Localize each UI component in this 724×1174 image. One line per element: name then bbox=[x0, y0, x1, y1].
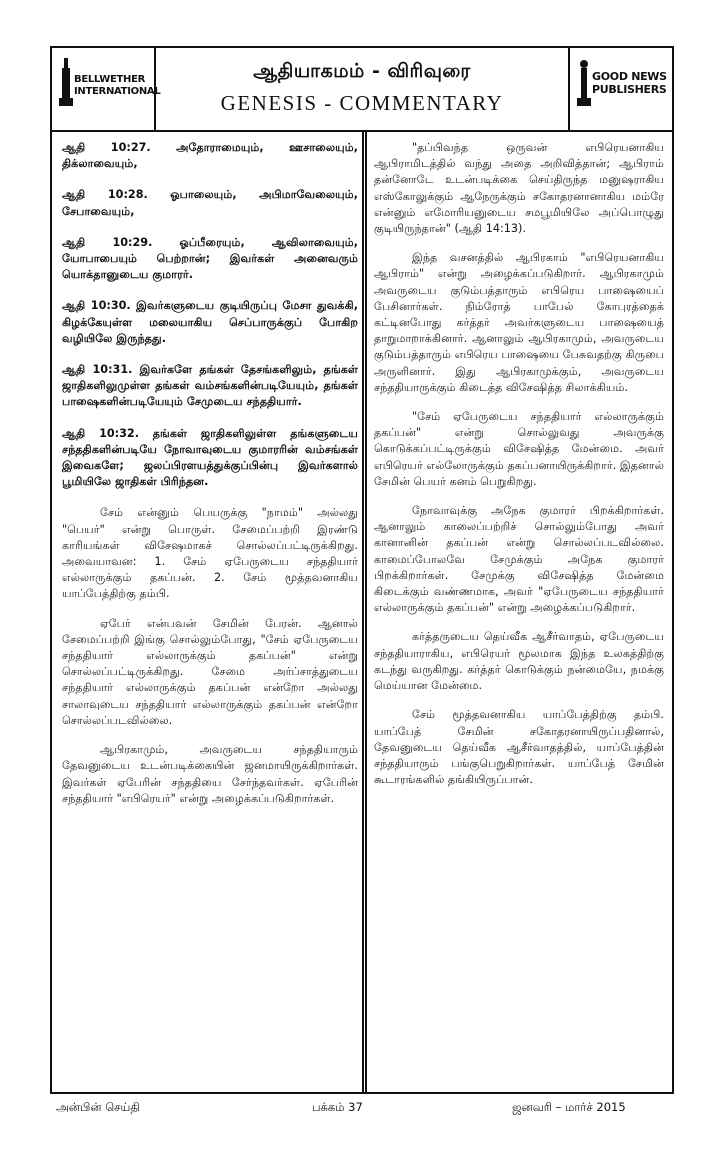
lamp-icon bbox=[576, 58, 592, 110]
column-divider bbox=[362, 132, 367, 1092]
header bbox=[52, 48, 672, 132]
footer-issue-date: ஜனவரி – மார்ச் 2015 bbox=[512, 1100, 626, 1114]
verse-10-27: ஆதி 10:27. அதோராமையும், ஊசாலையும், திக்லாவையும், bbox=[62, 141, 358, 171]
left-logo-text: BELLWETHER INTERNATIONAL bbox=[74, 74, 161, 97]
tower-icon bbox=[58, 58, 74, 108]
footer bbox=[56, 1100, 656, 1120]
verse-10-29: ஆதி 10:29. ஓப்பீரையும், ஆவிலாவையும், யோபாபையும் பெற்றான்; இவர்கள் அனைவரும் யொக்தானுடைய குமாரர். bbox=[62, 235, 358, 282]
verse-10-31: ஆதி 10:31. இவர்களே தங்கள் தேசங்களிலும், தங்கள் ஜாதிகளிலுமுள்ள தங்கள் வம்சங்களின்படியேயும், தங்கள் பாஷைகளின்படியேயும் சேமுடைய சந்ததியார். bbox=[62, 363, 358, 409]
right-logo-text: GOOD NEWS PUBLISHERS bbox=[592, 70, 667, 96]
commentary-paragraph: ஆபிரகாமும், அவருடைய சந்ததியாரும் தேவனுடைய உடன்படிக்கையின் ஜனமாயிருக்கிறார்கள். இவர்கள் ஏபேரின் சந்ததியை சேர்ந்தவர்கள். ஏபேரின் சந்ததியார் "எபிரெயர்" என்று அழைக்கப்படுகிறார்கள். bbox=[62, 743, 358, 805]
verse-10-32: ஆதி 10:32. தங்கள் ஜாதிகளிலுள்ள தங்களுடைய சந்ததிகளின்படியே நோவாவுடைய குமாரரின் வம்சங்கள் இவைகளே; ஜலப்பிரளயத்துக்குப்பின்பு இவர்களால் பூமியிலே ஜாதிகள் பிரிந்தன. bbox=[62, 426, 358, 489]
commentary-paragraph: "சேம் ஏபேருடைய சந்ததியார் எல்லாருக்கும் தகப்பன்" என்று சொல்லுவது அவருக்கு கொடுக்கப்பட்டிருக்கும் விசேஷித்த மேன்மை. அவர் எபிரெயர் எல்லோருக்கும் தகப்பனாயிருக்கிறார். இதனால் சேமின் பெயர் கனம் பெறுகிறது. bbox=[374, 410, 664, 488]
title-tamil: ஆதியாகமம் - விரிவுரை bbox=[253, 60, 471, 82]
commentary-paragraph: நோவாவுக்கு அநேக குமாரர் பிறக்கிறார்கள். ஆனாலும் காலைப்பற்றிச் சொல்லும்போது அவர் கானானின் தகப்பன் என்று சொல்லப்படவில்லை. காமைப்போலவே சேமுக்கும் அநேக குமாரர் பிறக்கிறார்கள். சேமுக்கு விசேஷித்த மேன்மை கிடைக்கும் வண்ணமாக, அவர் "ஏபேருடைய சந்ததியார் எல்லாருக்கும் தகப்பன்" என்று அழைக்கப்படுகிறார். bbox=[374, 504, 664, 615]
bellwether-logo bbox=[52, 48, 161, 130]
commentary-paragraph: இந்த வசனத்தில் ஆபிரகாம் "எபிரெயனாகிய ஆபிராம்" என்று அழைக்கப்படுகிறார். ஆபிரகாமும் அவருடைய குடும்பத்தாரும் எபிரெய பாஷையைப் பேசினார்கள். நிம்ரோத் பாபேல் கோபுரத்தைக் கட்டினபோது கர்த்தர் அவர்களுடைய பாஷையைத் தாறுமாறாக்கினார். ஆனாலும் ஆபிரகாமும், அவருடைய குடும்பத்தாரும் எபிரெய பாஷையை பேசுவதற்கு கிருபை அருளினார். இது ஆபிரகாமுக்கும், அவருடைய சந்ததியாருக்கும் கிடைத்த விசேஷித்த சிலாக்கியம். bbox=[374, 251, 664, 394]
verse-10-28: ஆதி 10:28. ஓபாலையும், அபிமாவேலையும், சேபாவையும், bbox=[62, 188, 358, 218]
commentary-paragraph: "தப்பிவந்த ஒருவன் எபிரெயனாகிய ஆபிராமிடத்தில் வந்து அதை அறிவித்தான்; ஆபிராம் தன்னோடே உடன்படிக்கை செய்திருந்த மனுஷராகிய எஸ்கோலுக்கும் ஆநேருக்கும் சகோதரனானாகிய மம்ரே என்னும் எமோரியனுடைய சமபூமியிலே அப்பொழுது குடியிருந்தான்" (ஆதி 14:13). bbox=[374, 141, 664, 236]
good-news-logo bbox=[568, 48, 672, 130]
left-column bbox=[62, 140, 358, 820]
commentary-paragraph: கர்த்தருடைய தெய்வீக ஆசீர்வாதம், ஏபேருடைய சந்ததியாராகிய, எபிரெயர் மூலமாக இந்த உலகத்திற்கு கடந்து வருகிறது. கர்த்தர் கொடுக்கும் நன்மையே, நமக்கு மெய்யான மேன்மை. bbox=[374, 630, 664, 693]
footer-magazine-name: அன்பின் செய்தி bbox=[56, 1100, 140, 1114]
title-box bbox=[156, 48, 568, 130]
footer-page-number: பக்கம் 37 bbox=[312, 1100, 363, 1114]
commentary-paragraph: ஏபேர் என்பவன் சேமின் பேரன். ஆனால் சேமைப்பற்றி இங்கு சொல்லும்போது, "சேம் ஏபேருடைய சந்ததியார் எல்லாருக்கும் தகப்பன்" என்று சொல்லப்பட்டிருக்கிறது. சேமை அர்ப்சாத்துடைய சந்ததியார் எல்லாருக்கும் தகப்பன் என்றோ அல்லது சாலாவுடைய சந்ததியார் எல்லாருக்கும் தகப்பன் என்றோ சொல்லப்படவில்லை. bbox=[62, 616, 358, 727]
title-english: GENESIS - COMMENTARY bbox=[220, 91, 504, 115]
commentary-paragraph: சேம் என்னும் பெயருக்கு "நாமம்" அல்லது "பெயர்" என்று பொருள். சேமைப்பற்றி இரண்டு காரியங்கள் விசேஷமாகச் சொல்லப்பட்டிருக்கிறது. அவையாவன: 1. சேம் ஏபேருடைய சந்ததியார் எல்லாருக்கும் தகப்பன். 2. சேம் மூத்தவனாகிய யாப்பேத்திற்கு தம்பி. bbox=[62, 506, 358, 601]
page-frame bbox=[50, 46, 674, 1094]
commentary-paragraph: சேம் மூத்தவனாகிய யாப்பேத்திற்கு தம்பி. யாப்பேத் சேமின் சகோதரனாயிருப்பதினால், தேவனுடைய தெய்வீக ஆசீர்வாதத்தில், யாப்பேத்தின் சந்ததியாரும் பங்குபெறுகிறார்கள். யாப்பேத் சேமின் கூடாரங்களில் தங்கியிருப்பான். bbox=[374, 708, 664, 787]
right-column bbox=[374, 140, 664, 801]
verse-10-30: ஆதி 10:30. இவர்களுடைய குடியிருப்பு மேசா துவக்கி, கிழக்கேயுள்ள மலையாகிய செப்பாருக்குப் போகிற வழியிலே இருந்தது. bbox=[62, 299, 358, 345]
